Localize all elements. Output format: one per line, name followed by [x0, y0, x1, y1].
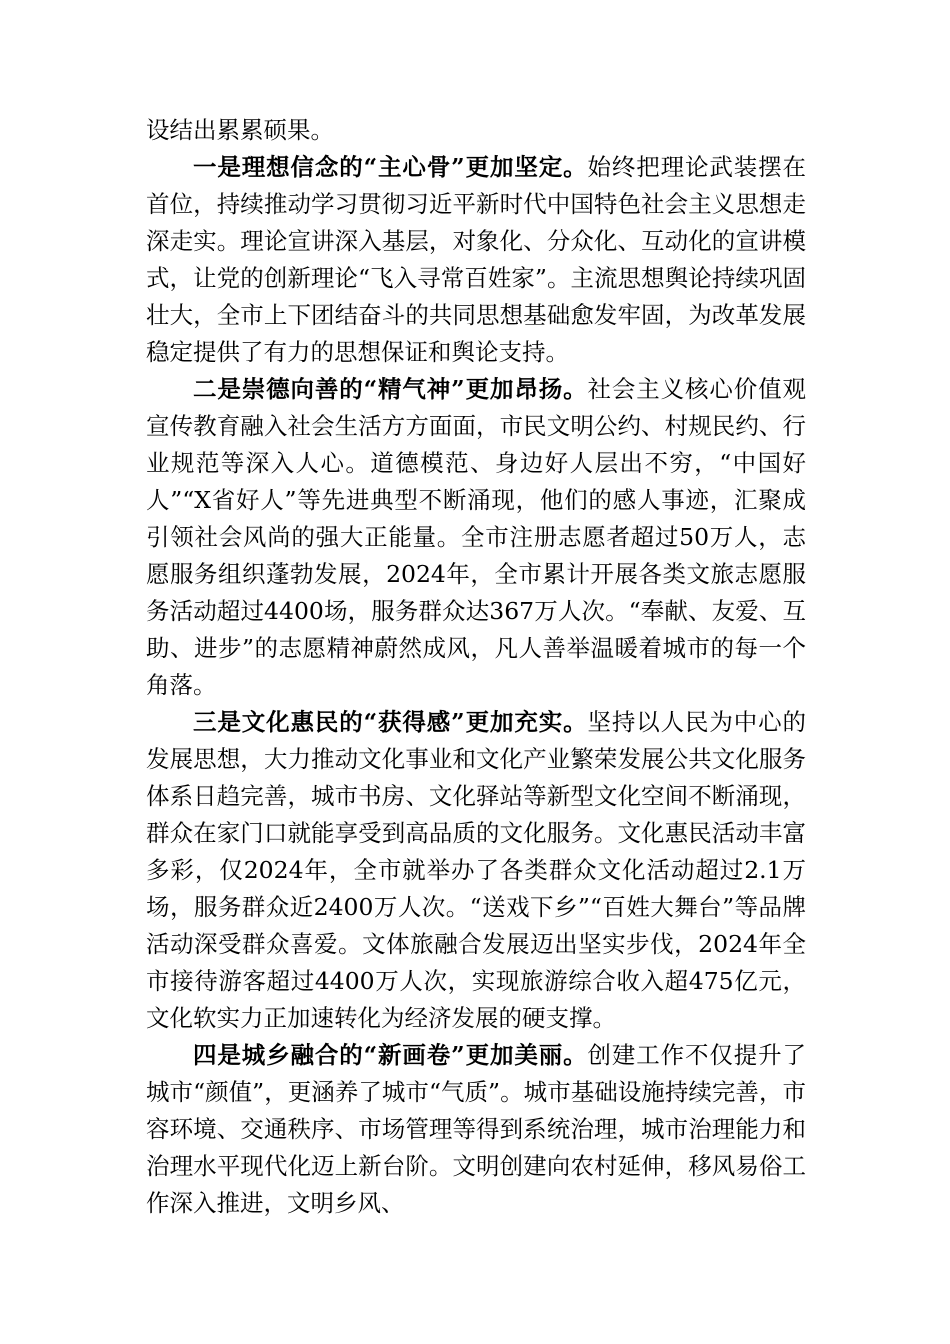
paragraph-text: 创建工作不仅提升了城市“颜值”，更涵养了城市“气质”。城市基础设施持续完善，市容环境、交通秩序、市场管理等得到系统治理，城市治理能力和治理水平现代化迈上新台阶。文明创建向农村延伸，移风易俗工作深入推进，文明乡风、 [146, 1041, 806, 1217]
paragraph-3 [146, 704, 806, 1037]
paragraph-lead: 四是城乡融合的“新画卷”更加美丽。 [193, 1041, 588, 1069]
paragraph-lead: 二是崇德向善的“精气神”更加昂扬。 [193, 375, 588, 403]
paragraph-1 [146, 149, 806, 371]
paragraph-0 [146, 112, 806, 149]
paragraph-text: 设结出累累硕果。 [146, 116, 334, 144]
document-body [146, 112, 806, 1222]
paragraph-text: 社会主义核心价值观宣传教育融入社会生活方方面面，市民文明公约、村规民约、行业规范等深入人心。道德模范、身边好人层出不穷，“中国好人”“X省好人”等先进典型不断涌现，他们的感人事迹，汇聚成引领社会风尚的强大正能量。全市注册志愿者超过50万人，志愿服务组织蓬勃发展，2024年，全市累计开展各类文旅志愿服务活动超过4400场，服务群众达367万人次。“奉献、友爱、互助、进步”的志愿精神蔚然成风，凡人善举温暖着城市的每一个角落。 [146, 375, 806, 699]
paragraph-text: 始终把理论武装摆在首位，持续推动学习贯彻习近平新时代中国特色社会主义思想走深走实。理论宣讲深入基层，对象化、分众化、互动化的宣讲模式，让党的创新理论“飞入寻常百姓家”。主流思想舆论持续巩固壮大，全市上下团结奋斗的共同思想基础愈发牢固，为改革发展稳定提供了有力的思想保证和舆论支持。 [146, 153, 806, 366]
paragraph-lead: 三是文化惠民的“获得感”更加充实。 [193, 708, 588, 736]
paragraph-4 [146, 1037, 806, 1222]
paragraph-lead: 一是理想信念的“主心骨”更加坚定。 [193, 153, 588, 181]
paragraph-text: 坚持以人民为中心的发展思想，大力推动文化事业和文化产业繁荣发展公共文化服务体系日趋完善，城市书房、文化驿站等新型文化空间不断涌现，群众在家门口就能享受到高品质的文化服务。文化惠民活动丰富多彩，仅2024年，全市就举办了各类群众文化活动超过2.1万场，服务群众近2400万人次。“送戏下乡”“百姓大舞台”等品牌活动深受群众喜爱。文体旅融合发展迈出坚实步伐，2024年全市接待游客超过4400万人次，实现旅游综合收入超475亿元，文化软实力正加速转化为经济发展的硬支撑。 [146, 708, 806, 1032]
paragraph-2 [146, 371, 806, 704]
